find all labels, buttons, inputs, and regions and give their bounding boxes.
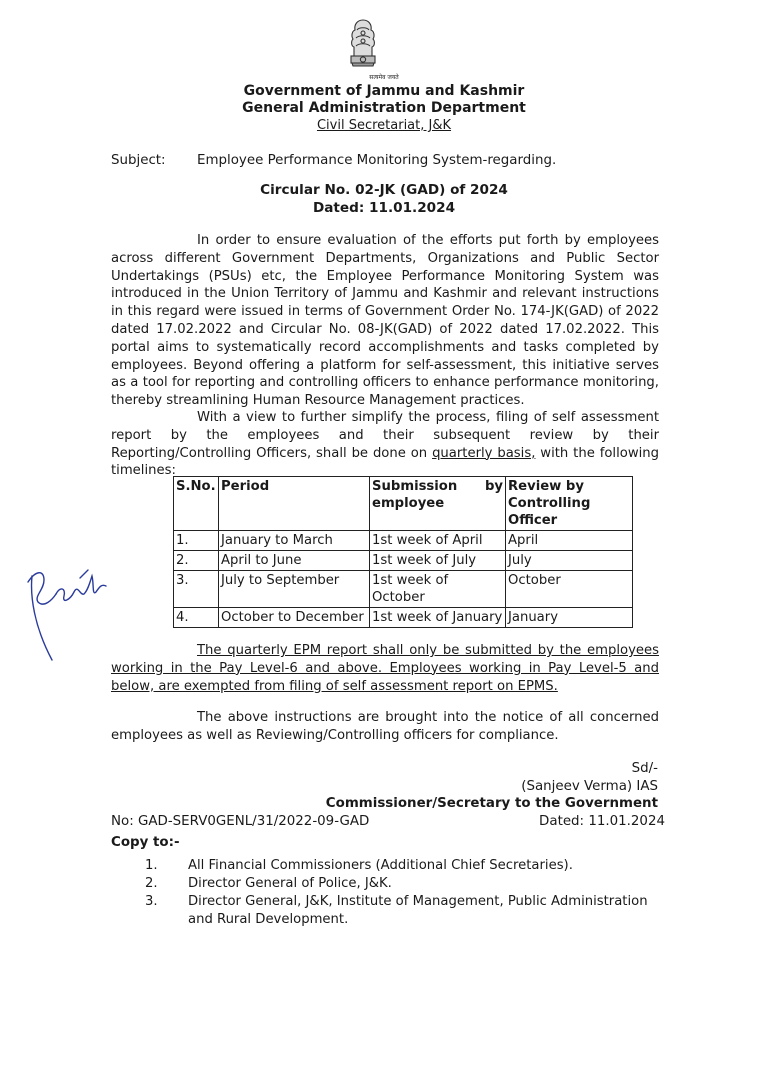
paragraph-4: The above instructions are brought into the notice of all concerned employees as well as Reviewing/Controlling officers for compliance. [111, 710, 659, 743]
cell-period: January to March [219, 531, 370, 551]
paragraph-1: In order to ensure evaluation of the efforts put forth by employees across different Government Departments, Organizations and Public Sector Undertakings (PSUs) etc, the Employee Performance Monitoring System was introduced in the Union Territory of Jammu and Kashmir and relevant instructions in this regard were issued in terms of Government Order No. 174-JK(GAD) of 2022 dated 17.02.2022 and Circular No. 08-JK(GAD) of 2022 dated 17.02.2022. This portal aims to systematically record accomplishments and tasks completed by employees. Beyond offering a platform for self-assessment, this initiative serves as a tool for reporting and controlling officers to enhance performance monitoring, thereby streamlining Human Resource Management practices. [111, 233, 659, 409]
paragraph-2-text: With a view to further simplify the process, filing of self assessment report by the employees and their subsequent review by their Reporting/Controlling Officers, shall be done on [111, 410, 659, 461]
copy-to-heading: Copy to:- [111, 835, 180, 850]
cell-sno: 4. [174, 608, 219, 628]
cell-submission: 1st week of July [370, 551, 506, 571]
handwritten-signature [22, 556, 110, 662]
reference-number: No: GAD-SERV0GENL/31/2022-09-GAD [111, 814, 370, 829]
reference-date: Dated: 11.01.2024 [539, 814, 665, 829]
sd-mark: Sd/- [631, 761, 658, 776]
signatory-designation: Commissioner/Secretary to the Government [325, 796, 658, 811]
government-title: Government of Jammu and Kashmir [243, 83, 525, 99]
table-row [174, 608, 633, 628]
cell-review: July [506, 551, 633, 571]
circular-number: Circular No. 02-JK (GAD) of 2024 [260, 182, 508, 198]
list-item [145, 893, 659, 928]
quarterly-basis-text: quarterly basis, [432, 445, 536, 461]
cell-submission: 1st week of January [370, 608, 506, 628]
subject-text: Employee Performance Monitoring System-regarding. [197, 153, 557, 168]
table-row [174, 531, 633, 551]
cell-submission: 1st week of October [370, 571, 506, 608]
cell-sno: 2. [174, 551, 219, 571]
list-text: All Financial Commissioners (Additional Chief Secretaries). [188, 858, 573, 873]
header-sno: S.No. [174, 477, 219, 531]
table-header-row [174, 477, 633, 531]
paragraph-2-end: with the following timelines: [111, 445, 659, 479]
subject-line [111, 153, 556, 168]
header-period: Period [219, 477, 370, 531]
header-submission: Submission by employee [370, 477, 506, 531]
timeline-table [173, 476, 633, 628]
cell-review: October [506, 571, 633, 608]
cell-sno: 3. [174, 571, 219, 608]
subject-label: Subject: [111, 153, 166, 168]
national-emblem-icon [343, 16, 383, 82]
table-row [174, 551, 633, 571]
cell-sno: 1. [174, 531, 219, 551]
list-number: 3. [145, 894, 158, 910]
signatory-name: (Sanjeev Verma) IAS [521, 779, 658, 794]
department-title: General Administration Department [242, 100, 526, 116]
table-row [174, 571, 633, 608]
paragraph-2 [111, 409, 659, 480]
list-text: Director General of Police, J&K. [188, 876, 392, 892]
epm-report-notice: The quarterly EPM report shall only be submitted by the employees working in the Pay Level-6 and above. Employees working in Pay Level-5 and below, are exempted from filing of self assessment report on EPMS. [111, 643, 659, 694]
cell-submission: 1st week of April [370, 531, 506, 551]
list-text: Director General, J&K, Institute of Management, Public Administration and Rural Development. [188, 894, 648, 927]
cell-review: January [506, 608, 633, 628]
reference-line [111, 814, 665, 829]
paragraph-3 [111, 642, 659, 695]
copy-to-list [145, 857, 659, 929]
cell-period: July to September [219, 571, 370, 608]
emblem-motto: सत्यमेव जयते [369, 74, 399, 81]
cell-review: April [506, 531, 633, 551]
header-review: Review by Controlling Officer [506, 477, 633, 531]
cell-period: April to June [219, 551, 370, 571]
list-item [145, 875, 659, 893]
secretariat-line: Civil Secretariat, J&K [316, 118, 452, 133]
list-item [145, 857, 659, 875]
circular-date: Dated: 11.01.2024 [312, 200, 456, 216]
list-number: 2. [145, 876, 158, 892]
secretariat-line-wrap [0, 117, 768, 135]
cell-period: October to December [219, 608, 370, 628]
list-number: 1. [145, 858, 158, 873]
